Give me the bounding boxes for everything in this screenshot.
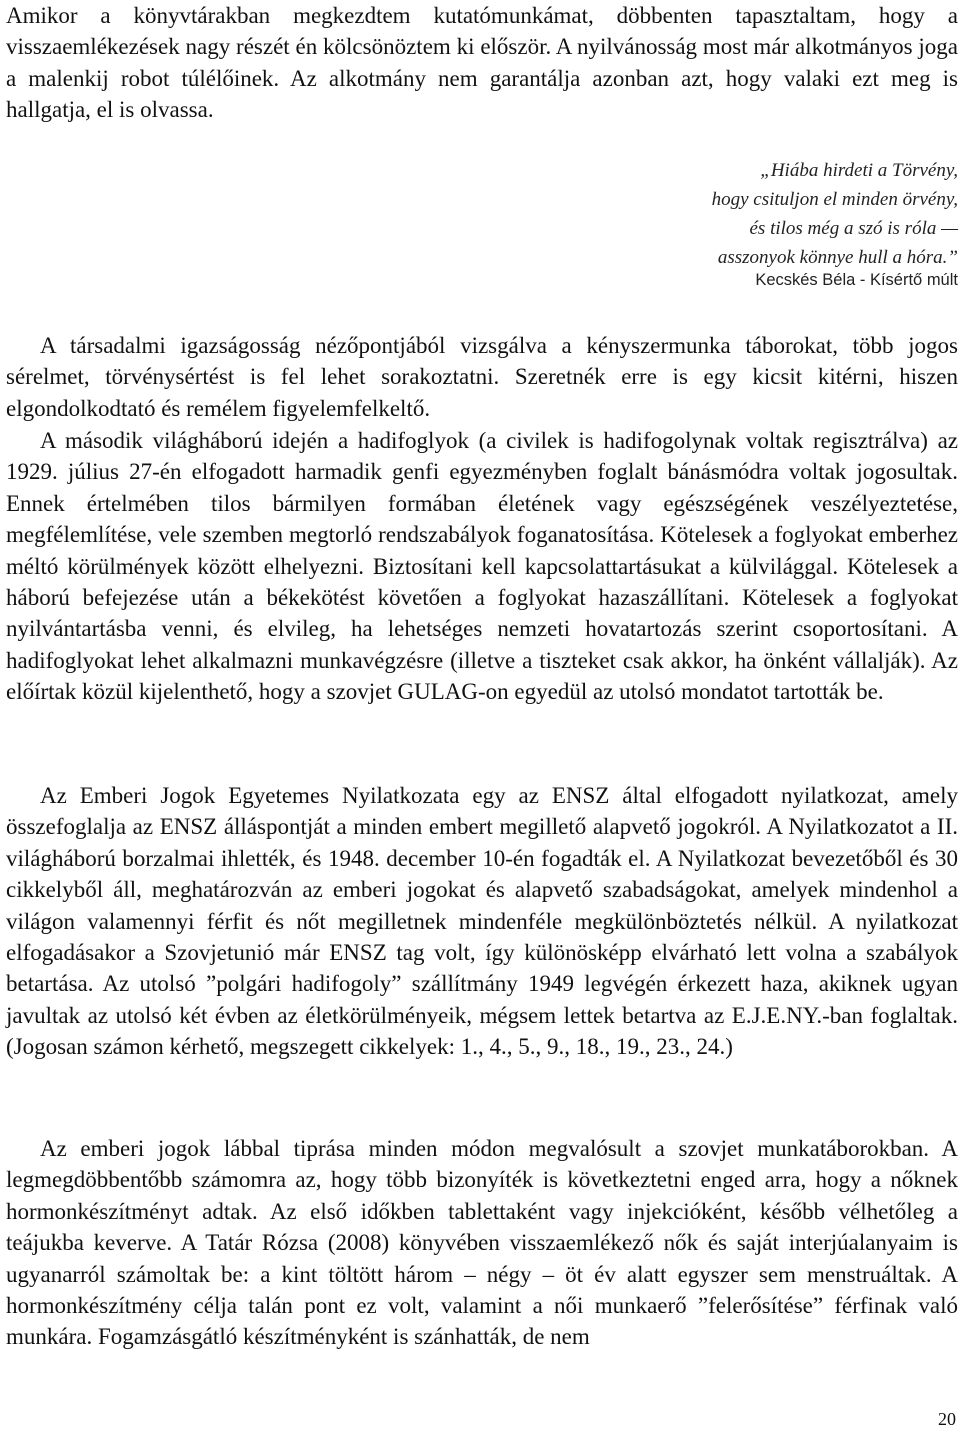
- page-number: 20: [938, 1409, 956, 1429]
- intro-paragraph: Amikor a könyvtárakban megkezdtem kutatómunkámat, döbbenten tapasztaltam, hogy a visszaemlékezések nagy részét én kölcsönöztem ki először. A nyilvánosság most már alkotmányos joga a malenkij robot túlélőinek. Az alkotmány nem garantálja azonban azt, hogy valaki ezt meg is hallgatja, el is olvassa.: [6, 3, 958, 123]
- poem-line: hogy csituljon el minden örvény,: [711, 189, 958, 210]
- abuse-paragraph: Az emberi jogok lábbal tiprása minden módon megvalósult a szovjet munkatáborokban. A legmegdöbbentőbb számomra az, hogy több bizonyíték is következtetni enged arra, hogy a nőknek hormonkészítményt adtak. Az első időkben tablettaként vagy injekcióként, később vélhetőleg a teájukba keverve. A Tatár Rózsa (2008) könyvében visszaemlékező nők és saját interjúalanyaim is ugyanarról számoltak be: a kint töltött három – négy – öt év alatt egyszer sem menstruáltak. A hormonkészítmény célja talán pont ez volt, valamint a női munkaerő ”felerősítése” férfinak való munkára. Fogamzásgátló készítményként is szánhatták, de nem: [6, 1136, 958, 1350]
- poem-attribution: Kecskés Béla - Kísértő múlt: [755, 271, 958, 289]
- udhr-paragraph: Az Emberi Jogok Egyetemes Nyilatkozata egy az ENSZ által elfogadott nyilatkozat, amely összefoglalja az ENSZ álláspontját a minden embert megillető alapvető jogokról. A Nyilatkozatot a II. világháború borzalmai ihlették, és 1948. december 10-én fogadták el. A Nyilatkozat bevezetőből és 30 cikkelyből áll, meghatározván az emberi jogokat és alapvető szabadságokat, amelyek mindenhol a világon valamennyi férfit és nőt megilletnek mindenféle megkülönböztetés nélkül. A nyilatkozat elfogadásakor a Szovjetunió már ENSZ tag volt, így különösképp elvárható lett volna a szabályok betartása. Az utolsó ”polgári hadifogoly” szállítmány 1949 legvégén érkezett haza, akiknek ugyan javultak az utolsó két évben az életkörülményeik, mégsem lettek betartva az E.J.E.NY.-ban foglaltak. (Jogosan számon kérhető, megszegett cikkelyek: 1., 4., 5., 9., 18., 19., 23., 24.): [6, 783, 958, 1060]
- pow-paragraph: A második világháború idején a hadifoglyok (a civilek is hadifogolynak voltak regisztrálva) az 1929. július 27-én elfogadott harmadik genfi egyezményben foglalt bánásmódra voltak jogosultak. Ennek értelmében tilos bármilyen formában életének vagy egészségének veszélyeztetése, megfélemlítése, vele szemben megtorló rendszabályok foganatosítása. Kötelesek a foglyokat emberhez méltó körülmények között elhelyezni. Biztosítani kell kapcsolattartásukat a külvilággal. Kötelesek a háború befejezése után a békekötést követően a foglyokat hazaszállítani. Kötelesek a foglyokat nyilvántartásba venni, és elvileg, ha lehetséges nemzeti hovatartozás szerint csoportosítani. A hadifoglyokat lehet alkalmazni munkavégzésre (illetve a tiszteket csak akkor, ha önként vállalják). Az előírtak közül kijelenthető, hogy a szovjet GULAG-on egyedül az utolsó mondatot tartották be.: [6, 428, 958, 705]
- poem-line: asszonyok könnye hull a hóra.”: [717, 247, 958, 268]
- social-justice-paragraph: A társadalmi igazságosság nézőpontjából vizsgálva a kényszermunka táborokat, több jogos sérelmet, törvénysértést is fel lehet sorakoztatni. Szeretnék erre is egy kicsit kitérni, hiszen elgondolkodtató és remélem figyelemfelkeltő.: [6, 333, 958, 421]
- epigraph-poem: [358, 156, 958, 272]
- poem-line: és tilos még a szó is róla —: [749, 218, 958, 239]
- poem-line: „Hiába hirdeti a Törvény,: [760, 160, 958, 181]
